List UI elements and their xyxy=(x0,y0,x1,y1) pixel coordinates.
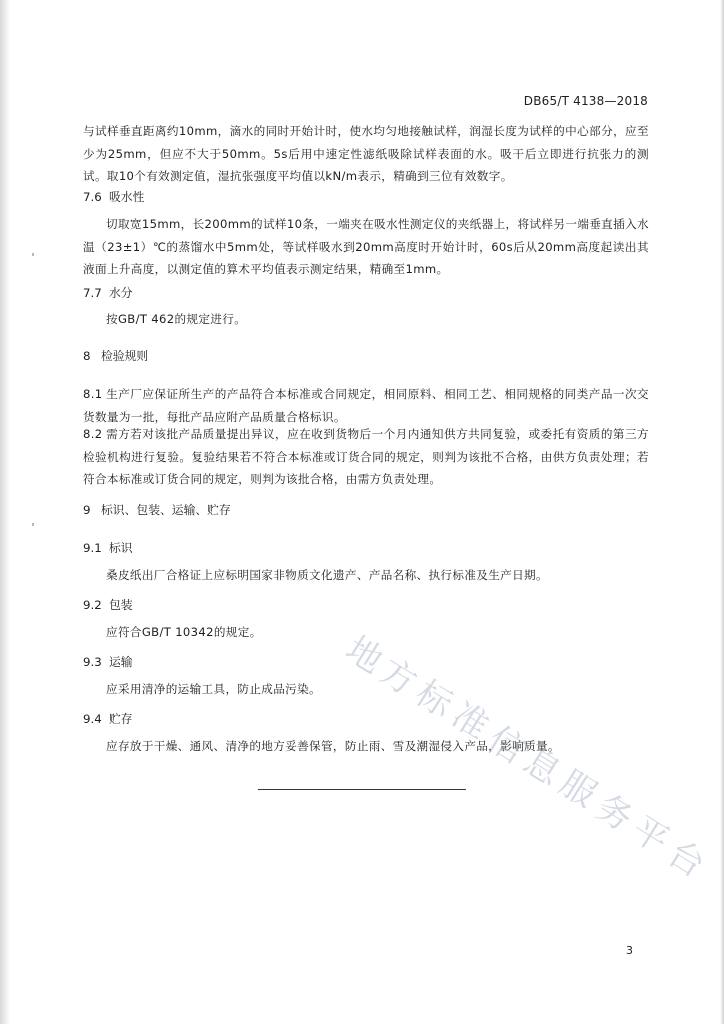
section-7-7-heading xyxy=(83,282,133,304)
section-9-3-body: 应采用清净的运输工具，防止成品污染。 xyxy=(106,682,321,696)
section-9-3-heading xyxy=(83,651,133,673)
scan-mark xyxy=(32,253,34,256)
watermark-char: 信 xyxy=(480,719,532,772)
chapter-9-heading xyxy=(83,499,231,521)
section-number: 7.7 xyxy=(83,286,102,300)
section-title: 运输 xyxy=(109,655,133,669)
chapter-8-heading xyxy=(83,345,148,367)
section-title: 包装 xyxy=(109,598,133,612)
watermark-char: 息 xyxy=(516,741,568,794)
scan-left-edge xyxy=(0,0,10,1024)
section-title: 贮存 xyxy=(109,712,133,726)
watermark-char: 平 xyxy=(624,809,676,862)
watermark-char: 服 xyxy=(552,763,604,816)
section-number: 9.2 xyxy=(83,598,102,612)
section-9-2-body: 应符合GB/T 10342的规定。 xyxy=(106,625,262,639)
section-number: 9.4 xyxy=(83,712,102,726)
watermark-stamp xyxy=(330,620,724,900)
clause-text: 生产厂应保证所生产的产品符合本标准或合同规定，相同原料、相同工艺、相同规格的同类产品一次交货数量为一批，每批产品应附产品质量合格标识。 xyxy=(83,387,649,424)
watermark-char: 方 xyxy=(372,651,424,704)
clause-8-1 xyxy=(83,383,649,428)
scan-mark xyxy=(32,523,34,526)
clause-number: 8.2 xyxy=(83,427,103,441)
watermark-char: 地 xyxy=(338,629,390,682)
scan-right-edge xyxy=(720,0,724,1024)
section-title: 标识 xyxy=(109,541,133,555)
watermark-char: 务 xyxy=(588,787,640,840)
clause-8-2 xyxy=(83,423,649,491)
page-number: 3 xyxy=(626,944,633,957)
chapter-title: 标识、包装、运输、贮存 xyxy=(101,503,231,517)
section-7-7-body: 按GB/T 462的规定进行。 xyxy=(106,312,247,326)
section-number: 7.6 xyxy=(83,190,102,204)
document-code: DB65/T 4138—2018 xyxy=(523,94,648,108)
continued-paragraph: 与试样垂直距离约10mm，滴水的同时开始计时，使水均匀地接触试样，润湿长度为试样的中心部分，应至少为25mm，但应不大于50mm。5s后用中速定性滤纸吸除试样表面的水。吸干后立即进行抗张力的测试。取10个有效测定值，湿抗张强度平均值以kN/m表示，精确到三位有效数字。 xyxy=(83,124,649,183)
chapter-number: 8 xyxy=(83,349,91,363)
chapter-title: 检验规则 xyxy=(101,349,149,363)
watermark-char: 台 xyxy=(660,833,712,886)
end-rule xyxy=(258,789,466,790)
section-9-2-heading xyxy=(83,594,133,616)
chapter-number: 9 xyxy=(83,503,91,517)
section-number: 9.1 xyxy=(83,541,102,555)
watermark-char: 标 xyxy=(408,673,460,726)
clause-text: 需方若对该批产品质量提出异议，应在收到货物后一个月内通知供方共同复验，或委托有资质的第三方检验机构进行复验。复验结果若不符合本标准或订货合同的规定，则判为该批不合格，由供方负责处理；若符合本标准或订货合同的规定，则判为该批合格，由需方负责处理。 xyxy=(83,427,649,486)
section-number: 9.3 xyxy=(83,655,102,669)
section-title: 水分 xyxy=(109,286,133,300)
section-9-4-body: 应存放于干燥、通风、清净的地方妥善保管，防止雨、雪及潮湿侵入产品，影响质量。 xyxy=(106,739,560,753)
section-7-6-body: 切取宽15mm，长200mm的试样10条，一端夹在吸水性测定仪的夹纸器上，将试样另一端垂直插入水温（23±1）℃的蒸馏水中5mm处，等试样吸水到20mm高度时开始计时，60s后从20mm高度起读出其液面上升高度，以测定值的算术平均值表示测定结果，精确至1mm。 xyxy=(83,217,649,276)
clause-number: 8.1 xyxy=(83,387,103,401)
watermark-char: 准 xyxy=(444,695,496,748)
section-9-4-heading xyxy=(83,708,133,730)
section-7-6-heading xyxy=(83,186,144,208)
section-9-1-body: 桑皮纸出厂合格证上应标明国家非物质文化遗产、产品名称、执行标准及生产日期。 xyxy=(106,568,548,582)
section-title: 吸水性 xyxy=(109,190,145,204)
section-9-1-heading xyxy=(83,537,133,559)
